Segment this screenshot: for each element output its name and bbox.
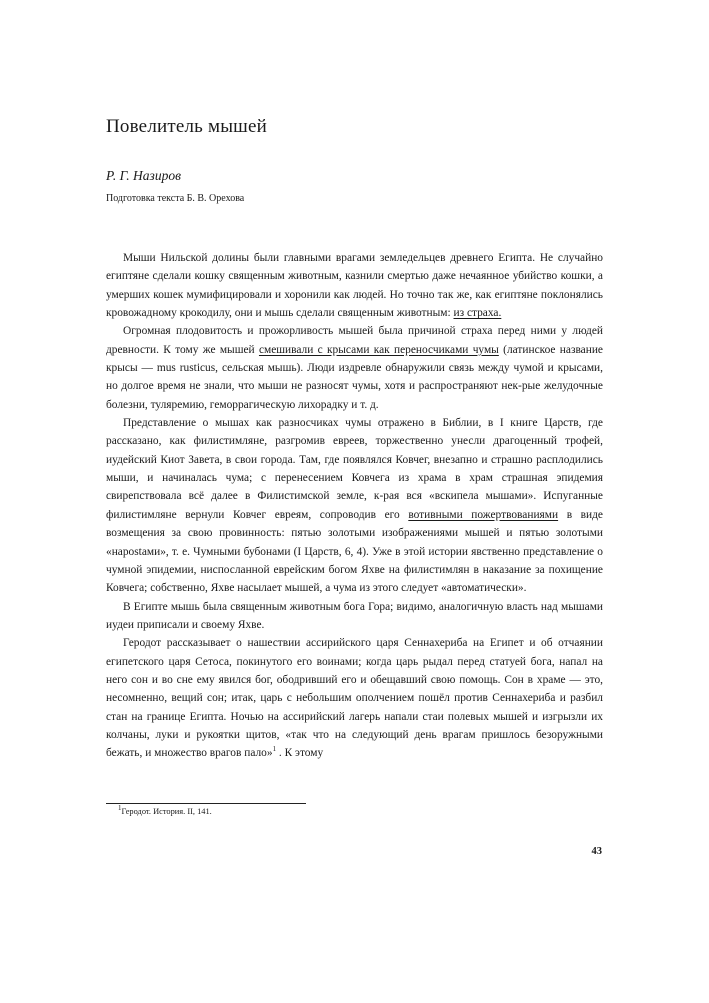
paragraph-3	[106, 414, 603, 597]
article-body	[106, 249, 603, 763]
paragraph-3-text-start: Представление о мышах как разносчиках чумы отражено в Библии, в I книге Царств, где рассказано, как филистимляне, разгромив евреев, торжественно унесли драгоценный трофей, иудейский Киот Завета, в свои города. Там, где появлялся Ковчег, внезапно и страшно расплодились мыши, и начиналась чума; с перенесением Ковчега из храма в храм страшная эпидемия свирепствовала всё далее в Филистимской земле, к-рая вся «вскипела мышами». Испуганные филистимляне вернули Ковчег евреям, сопроводив его	[106, 417, 603, 521]
paragraph-3-text-end: в виде возмещения за свою провинность: пятью золотыми изображениями мышей и пятью золотыми «нарostами», т. е. Чумными бубонами (I Царств, 6, 4). Уже в этой истории явственно представление о чумной эпидемии, ниспосланной еврейским богом Яхве на филистимлян в наказание за похищение Ковчега; собственно, Яхве насылает мышей, а чума из этого следует «автоматически».	[106, 508, 603, 595]
underlined-phrase: из страха.	[453, 307, 502, 320]
page-number: 43	[591, 846, 602, 857]
footnote-reference[interactable]: 1	[272, 745, 277, 754]
paragraph-2-text-start: Огромная плодовитость и прожорливость мышей была причиной страха перед ними у людей древности. К тому же мышей	[106, 325, 603, 356]
footnote	[118, 804, 212, 816]
paragraph-4	[106, 598, 603, 635]
article-title: Повелитель мышей	[106, 116, 268, 137]
editor-credit: Подготовка текста Б. В. Орехова	[106, 193, 245, 204]
footnote-divider	[106, 803, 306, 804]
paragraph-1-text: Мыши Нильской долины были главными врагами земледельцев древнего Египта. Не случайно египтяне сделали кошку священным животным, казнили смертью даже нечаянное убийство кошки, а умерших кошек мумифицировали и хоронили как людей. Но точно так же, как египтяне поклонялись кровожадному крокодилу, они и мышь сделали священным животным:	[106, 252, 603, 320]
paragraph-1	[106, 249, 603, 322]
footnote-mark: 1	[118, 804, 122, 813]
footnote-text: Геродот. История. II, 141.	[121, 807, 212, 816]
paragraph-2	[106, 322, 603, 414]
author-name: Р. Г. Назиров	[106, 168, 181, 183]
underlined-phrase: вотивными пожертвованиями	[408, 508, 559, 521]
paragraph-2-text-end: (латинское название крысы — mus rusticus, сельская мышь). Люди издревле обнаружили связь между чумой и крысами, но долгое время не знали, что мыши не разносят чумы, хотя и распространяют нек-рые желудочные болезни, туляремию, геморрагическую лихорадку и т. д.	[106, 343, 603, 411]
paragraph-5-text-start: Геродот рассказывает о нашествии ассирийского царя Сеннахериба на Египет и об отчаянии египетского царя Сетоса, покинутого его воинами; когда царь рыдал перед статуей бога, напал на него сон и во сне ему явился бог, ободривший его и обещавший свою помощь. Сон в храме — это, несомненно, вещий сон; итак, царь с небольшим ополчением пошёл против Сеннахериба и разбил стан на границе Египта. Ночью на ассирийский лагерь напали стаи полевых мышей и изгрызли их колчаны, луки и рукоятки щитов, «так что на следующий день врагам пришлось безоружными бежать, и множество врагов пало»	[106, 637, 603, 760]
underlined-phrase: смешивали с крысами как переносчиками чумы	[258, 343, 499, 356]
paragraph-5-text-end: . К этому	[276, 747, 324, 760]
paragraph-4-text: В Египте мышь была священным животным бога Гора; видимо, аналогичную власть над мышами иудеи приписали и своему Яхве.	[106, 600, 603, 631]
paragraph-5	[106, 634, 603, 762]
